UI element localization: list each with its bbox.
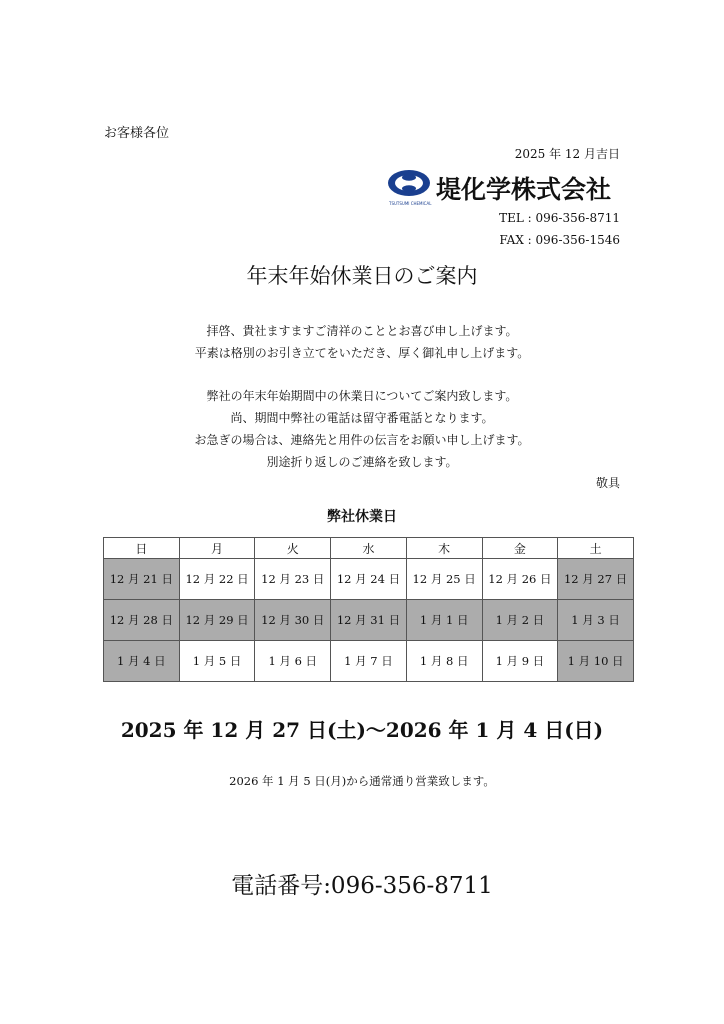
- table-header-row: [104, 538, 634, 559]
- telephone: TEL : 096-356-8711: [499, 211, 620, 225]
- date-cell: 12 月 28 日: [104, 600, 180, 641]
- date-cell: 12 月 26 日: [482, 559, 558, 600]
- closing-remark: 敬具: [595, 476, 620, 490]
- date-cell: 1 月 4 日: [104, 641, 180, 682]
- issue-date: 2025 年 12 月吉日: [514, 147, 620, 161]
- phone-number: 電話番号:096-356-8711: [231, 873, 493, 899]
- body-line: 拝啓、貴社ますますご清祥のこととお喜び申し上げます。: [206, 324, 518, 338]
- body-line: 別途折り返しのご連絡を致します。: [266, 455, 458, 469]
- date-cell: 1 月 1 日: [406, 600, 482, 641]
- holiday-calendar-table: [103, 537, 634, 682]
- document-title: 年末年始休業日のご案内: [246, 264, 478, 288]
- date-cell: 1 月 6 日: [255, 641, 331, 682]
- body-line: 平素は格別のお引き立てをいただき、厚く御礼申し上げます。: [194, 346, 530, 360]
- business-resume-note: 2026 年 1 月 5 日(月)から通常通り営業致します。: [229, 774, 495, 788]
- date-cell: 1 月 2 日: [482, 600, 558, 641]
- fax: FAX : 096-356-1546: [499, 233, 620, 247]
- table-row: [104, 600, 634, 641]
- addressee: お客様各位: [104, 126, 170, 141]
- date-cell: 1 月 3 日: [558, 600, 634, 641]
- company-logo: [386, 168, 618, 208]
- date-cell: 12 月 23 日: [255, 559, 331, 600]
- table-row: [104, 641, 634, 682]
- weekday-header: 金: [482, 538, 558, 559]
- body-line: 尚、期間中弊社の電話は留守番電話となります。: [230, 411, 494, 425]
- holiday-table-title: 弊社休業日: [327, 509, 397, 525]
- weekday-header: 月: [179, 538, 255, 559]
- table-row: [104, 559, 634, 600]
- date-cell: 12 月 29 日: [179, 600, 255, 641]
- date-cell: 1 月 10 日: [558, 641, 634, 682]
- date-cell: 12 月 30 日: [255, 600, 331, 641]
- date-cell: 1 月 7 日: [331, 641, 407, 682]
- date-cell: 12 月 27 日: [558, 559, 634, 600]
- date-cell: 12 月 21 日: [104, 559, 180, 600]
- date-cell: 1 月 9 日: [482, 641, 558, 682]
- body-line: お急ぎの場合は、連絡先と用件の伝言をお願い申し上げます。: [194, 433, 530, 447]
- company-logo-subtext: TSUTSUMI CHEMICAL: [389, 201, 432, 206]
- weekday-header: 火: [255, 538, 331, 559]
- date-cell: 12 月 31 日: [331, 600, 407, 641]
- company-name: 堤化学株式会社: [436, 175, 612, 204]
- date-cell: 1 月 8 日: [406, 641, 482, 682]
- weekday-header: 水: [331, 538, 407, 559]
- weekday-header: 木: [406, 538, 482, 559]
- date-cell: 1 月 5 日: [179, 641, 255, 682]
- date-cell: 12 月 24 日: [331, 559, 407, 600]
- weekday-header: 日: [104, 538, 180, 559]
- date-cell: 12 月 22 日: [179, 559, 255, 600]
- date-cell: 12 月 25 日: [406, 559, 482, 600]
- holiday-period: 2025 年 12 月 27 日(土)～2026 年 1 月 4 日(日): [120, 718, 604, 742]
- body-line: 弊社の年末年始期間中の休業日についてご案内致します。: [206, 389, 518, 403]
- weekday-header: 土: [558, 538, 634, 559]
